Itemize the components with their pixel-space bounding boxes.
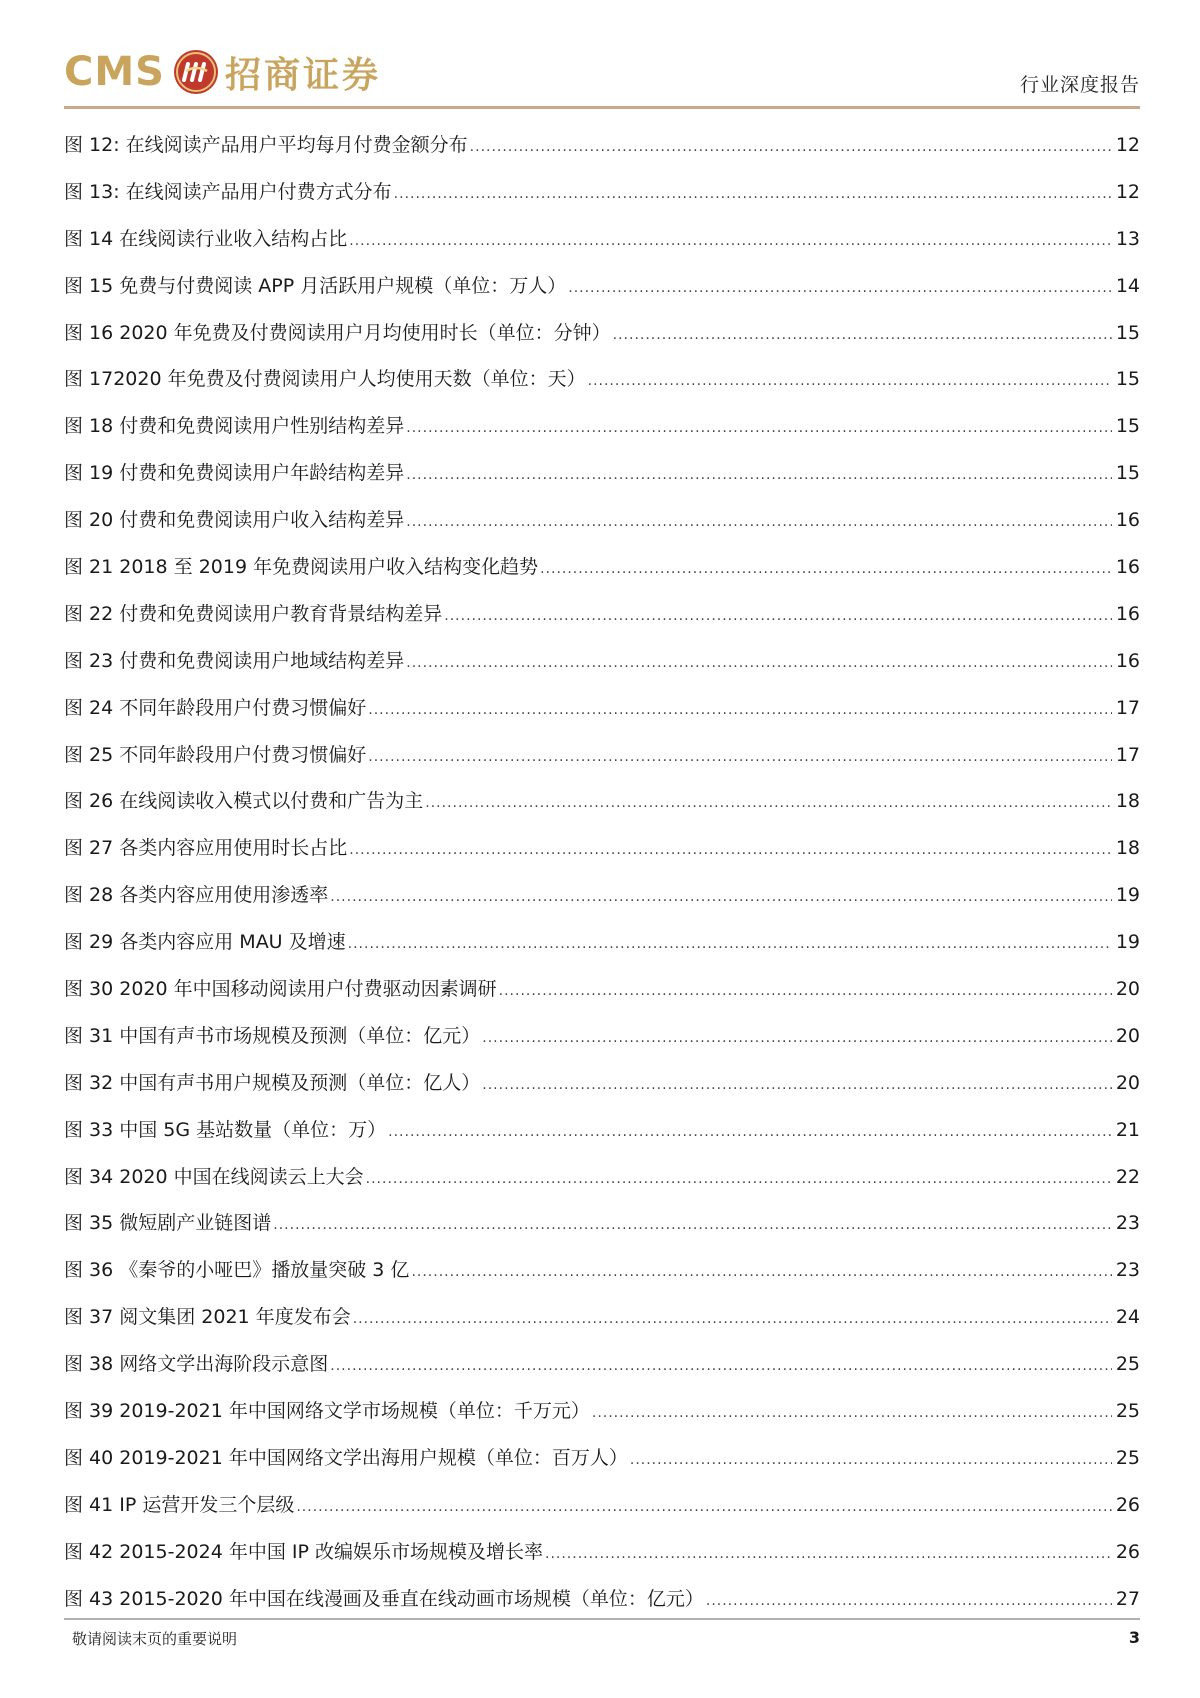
toc-dot-leader (273, 1217, 1112, 1233)
toc-dot-leader (499, 983, 1112, 999)
toc-entry[interactable] (64, 1290, 1140, 1337)
logo-text: CMS (64, 49, 165, 95)
toc-entry-page[interactable]: 17 (1115, 743, 1140, 766)
toc-entry-label[interactable]: 图 38 网络文学出海阶段示意图 (64, 1353, 329, 1376)
toc-entry-label[interactable]: 图 35 微短剧产业链图谱 (64, 1212, 272, 1235)
toc-dot-leader (482, 1030, 1112, 1046)
toc-entry-page[interactable]: 26 (1115, 1540, 1140, 1563)
toc-entry-label[interactable]: 图 27 各类内容应用使用时长占比 (64, 837, 348, 860)
toc-entry[interactable] (64, 399, 1140, 446)
toc-entry-label[interactable]: 图 25 不同年龄段用户付费习惯偏好 (64, 743, 367, 766)
toc-dot-leader (630, 1452, 1112, 1468)
toc-entry-label[interactable]: 图 30 2020 年中国移动阅读用户付费驱动因素调研 (64, 978, 497, 1001)
toc-entry[interactable] (64, 728, 1140, 775)
toc-entry[interactable] (64, 821, 1140, 868)
toc-entry[interactable] (64, 1056, 1140, 1103)
toc-entry-page[interactable]: 23 (1115, 1259, 1140, 1282)
page-header (64, 40, 1140, 110)
toc-entry-label[interactable]: 图 29 各类内容应用 MAU 及增速 (64, 931, 346, 954)
toc-entry-label[interactable]: 图 37 阅文集团 2021 年度发布会 (64, 1306, 351, 1329)
toc-entry-page[interactable]: 20 (1115, 1071, 1140, 1094)
toc-entry[interactable] (64, 259, 1140, 306)
toc-dot-leader (588, 373, 1112, 389)
company-logo (64, 42, 381, 102)
toc-entry-page[interactable]: 18 (1115, 790, 1140, 813)
toc-entry[interactable] (64, 962, 1140, 1009)
toc-dot-leader (444, 608, 1112, 624)
toc-dot-leader (406, 420, 1112, 436)
page-number: 3 (1128, 1628, 1140, 1647)
toc-dot-leader (406, 655, 1112, 671)
toc-entry-page[interactable]: 16 (1115, 556, 1140, 579)
toc-entry-page[interactable]: 18 (1115, 837, 1140, 860)
toc-entry-page[interactable]: 24 (1115, 1306, 1140, 1329)
toc-entry[interactable] (64, 540, 1140, 587)
toc-entry-label[interactable]: 图 12: 在线阅读产品用户平均每月付费金额分布 (64, 134, 468, 156)
toc-entry-label[interactable]: 图 41 IP 运营开发三个层级 (64, 1493, 295, 1516)
toc-entry-page[interactable]: 23 (1115, 1212, 1140, 1235)
toc-entry[interactable] (64, 446, 1140, 493)
header-divider (64, 106, 1140, 109)
toc-entry-page[interactable]: 15 (1115, 368, 1140, 391)
toc-entry-page[interactable]: 15 (1115, 321, 1140, 344)
toc-entry-label[interactable]: 图 42 2015-2024 年中国 IP 改编娱乐市场规模及增长率 (64, 1540, 543, 1563)
toc-entry[interactable] (64, 1103, 1140, 1150)
toc-entry[interactable] (64, 1150, 1140, 1197)
toc-dot-leader (330, 1358, 1112, 1374)
toc-entry-page[interactable]: 15 (1115, 462, 1140, 485)
toc-entry-label[interactable]: 图 172020 年免费及付费阅读用户人均使用天数（单位：天） (64, 368, 586, 391)
toc-dot-leader (540, 561, 1112, 577)
logo-emblem-icon (173, 49, 219, 95)
toc-dot-leader (348, 936, 1112, 952)
toc-dot-leader (613, 327, 1112, 343)
toc-entry-page[interactable]: 19 (1115, 884, 1140, 907)
toc-entry-page[interactable]: 16 (1115, 649, 1140, 672)
toc-entry-label[interactable]: 图 24 不同年龄段用户付费习惯偏好 (64, 696, 367, 719)
toc-dot-leader (482, 1077, 1112, 1093)
toc-entry[interactable] (64, 681, 1140, 728)
toc-entry-label[interactable]: 图 43 2015-2020 年中国在线漫画及垂直在线动画市场规模（单位：亿元） (64, 1587, 704, 1610)
toc-entry-page[interactable]: 19 (1115, 931, 1140, 954)
report-type-label: 行业深度报告 (1019, 74, 1140, 96)
toc-entry-page[interactable]: 25 (1115, 1446, 1140, 1469)
toc-entry-label[interactable]: 图 18 付费和免费阅读用户性别结构差异 (64, 415, 405, 438)
toc-entry-label[interactable]: 图 39 2019-2021 年中国网络文学市场规模（单位：千万元） (64, 1400, 590, 1423)
toc-entry[interactable] (64, 1009, 1140, 1056)
toc-entry-label[interactable]: 图 16 2020 年免费及付费阅读用户月均使用时长（单位：分钟） (64, 321, 611, 344)
toc-entry-page[interactable]: 20 (1115, 978, 1140, 1001)
toc-entry-label[interactable]: 图 34 2020 中国在线阅读云上大会 (64, 1165, 364, 1188)
toc-entry-page[interactable]: 16 (1115, 509, 1140, 532)
toc-entry[interactable] (64, 587, 1140, 634)
toc-entry-label[interactable]: 图 22 付费和免费阅读用户教育背景结构差异 (64, 602, 443, 625)
toc-entry-label[interactable]: 图 32 中国有声书用户规模及预测（单位：亿人） (64, 1071, 481, 1094)
toc-dot-leader (425, 795, 1112, 811)
toc-entry[interactable] (64, 118, 1140, 165)
toc-entry-label[interactable]: 图 19 付费和免费阅读用户年龄结构差异 (64, 462, 405, 485)
toc-entry[interactable] (64, 1196, 1140, 1243)
toc-dot-leader (330, 889, 1112, 905)
toc-entry[interactable] (64, 1384, 1140, 1431)
toc-entry-page[interactable]: 21 (1115, 1118, 1140, 1141)
figure-list (64, 118, 1140, 1619)
toc-entry-page[interactable]: 25 (1115, 1353, 1140, 1376)
toc-entry-label[interactable]: 图 20 付费和免费阅读用户收入结构差异 (64, 509, 405, 532)
toc-entry-page[interactable]: 20 (1115, 1024, 1140, 1047)
toc-entry-page[interactable]: 27 (1115, 1587, 1140, 1610)
toc-entry[interactable] (64, 212, 1140, 259)
toc-dot-leader (366, 1171, 1112, 1187)
toc-entry-label[interactable]: 图 33 中国 5G 基站数量（单位：万） (64, 1118, 387, 1141)
footer-disclaimer: 敬请阅读末页的重要说明 (72, 1630, 238, 1648)
toc-entry-page[interactable]: 16 (1115, 602, 1140, 625)
toc-dot-leader (394, 186, 1112, 202)
toc-dot-leader (411, 1264, 1112, 1280)
toc-entry-page[interactable]: 17 (1115, 696, 1140, 719)
toc-entry[interactable] (64, 868, 1140, 915)
toc-entry-label[interactable]: 图 15 免费与付费阅读 APP 月活跃用户规模（单位：万人） (64, 274, 567, 297)
toc-entry-label[interactable]: 图 13: 在线阅读产品用户付费方式分布 (64, 180, 392, 203)
toc-entry-label[interactable]: 图 23 付费和免费阅读用户地域结构差异 (64, 649, 405, 672)
toc-dot-leader (706, 1593, 1112, 1609)
toc-dot-leader (545, 1546, 1112, 1562)
toc-entry-page[interactable]: 15 (1115, 415, 1140, 438)
toc-entry-page[interactable]: 22 (1115, 1165, 1140, 1188)
toc-entry-label[interactable]: 图 40 2019-2021 年中国网络文学出海用户规模（单位：百万人） (64, 1446, 628, 1469)
logo-chinese-name: 招商证券 (224, 53, 381, 96)
toc-entry[interactable] (64, 165, 1140, 212)
toc-entry-label[interactable]: 图 14 在线阅读行业收入结构占比 (64, 227, 348, 250)
toc-entry[interactable] (64, 1525, 1140, 1572)
toc-entry-page[interactable]: 25 (1115, 1400, 1140, 1423)
toc-dot-leader (592, 1405, 1112, 1421)
toc-dot-leader (368, 702, 1112, 718)
toc-dot-leader (406, 514, 1112, 530)
toc-entry[interactable] (64, 1243, 1140, 1290)
toc-entry-label[interactable]: 图 36 《秦爷的小哑巴》播放量突破 3 亿 (64, 1259, 410, 1282)
toc-dot-leader (349, 233, 1112, 249)
toc-entry-page[interactable]: 12 (1115, 134, 1140, 156)
toc-entry-page[interactable]: 14 (1115, 274, 1140, 297)
toc-dot-leader (368, 749, 1112, 765)
toc-entry-page[interactable]: 13 (1115, 227, 1140, 250)
toc-dot-leader (470, 139, 1112, 155)
toc-dot-leader (568, 280, 1112, 296)
toc-entry[interactable] (64, 1337, 1140, 1384)
toc-entry[interactable] (64, 493, 1140, 540)
toc-entry[interactable] (64, 1478, 1140, 1525)
toc-dot-leader (296, 1499, 1112, 1515)
toc-entry-label[interactable]: 图 26 在线阅读收入模式以付费和广告为主 (64, 790, 424, 813)
toc-dot-leader (388, 1124, 1112, 1140)
toc-entry[interactable] (64, 1572, 1140, 1619)
toc-entry-page[interactable]: 12 (1115, 180, 1140, 203)
toc-entry[interactable] (64, 634, 1140, 681)
toc-entry-label[interactable]: 图 21 2018 至 2019 年免费阅读用户收入结构变化趋势 (64, 556, 539, 579)
footer-divider (64, 1618, 1140, 1620)
toc-entry-label[interactable]: 图 28 各类内容应用使用渗透率 (64, 884, 329, 907)
toc-entry-label[interactable]: 图 31 中国有声书市场规模及预测（单位：亿元） (64, 1024, 481, 1047)
toc-dot-leader (353, 1311, 1112, 1327)
toc-entry[interactable] (64, 774, 1140, 821)
toc-entry[interactable] (64, 306, 1140, 353)
toc-entry-page[interactable]: 26 (1115, 1493, 1140, 1516)
toc-dot-leader (406, 467, 1112, 483)
toc-entry[interactable] (64, 352, 1140, 399)
toc-dot-leader (349, 842, 1112, 858)
toc-entry[interactable] (64, 1431, 1140, 1478)
toc-entry[interactable] (64, 915, 1140, 962)
